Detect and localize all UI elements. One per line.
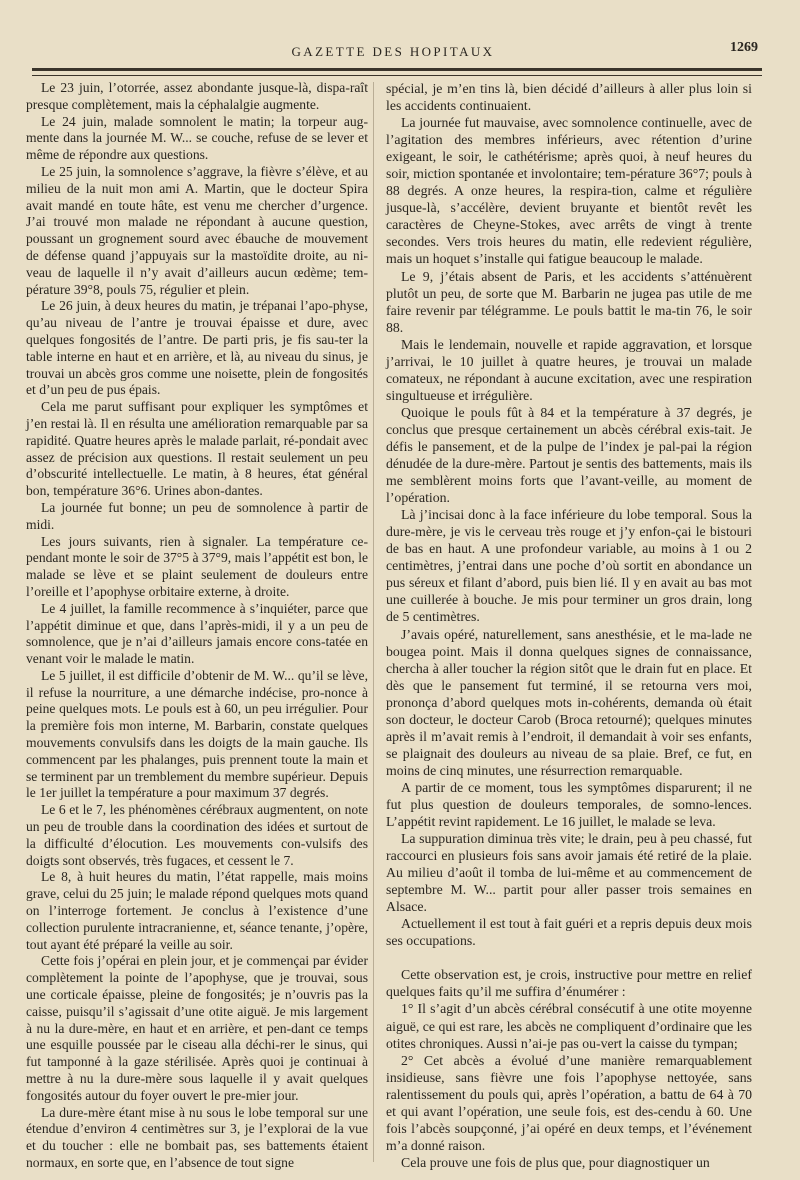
page-number: 1269 [730,40,758,55]
journal-title: GAZETTE DES HOPITAUX [291,44,495,59]
paragraph: Le 9, j’étais absent de Paris, et les accidents s’atténuèrent plutôt un peu, de sorte que M. Barbarin ne jugea pas utile de me faire revenir par télégramme. Le pouls battit le ma-tin 76, le soir 88. [386,268,752,335]
paragraph: Cette observation est, je crois, instructive pour mettre en relief quelques faits qu’il me suffira d’énumérer : [386,967,752,1000]
paragraph: A partir de ce moment, tous les symptômes disparurent; il ne fut plus question de douleurs temporales, de somno-lences. L’appétit revint rapidement. Le 16 juillet, le malade se leva. [386,779,752,830]
paragraph: Là j’incisai donc à la face inférieure du lobe temporal. Sous la dure-mère, je vis le cerveau très rouge et j’y enfon-çai le bistouri de bas en haut. A une profondeur variable, au moins à 1 ou 2 centimètres, j’entrai dans une poche d’où sortit en abondance un pus séreux et filant d’abord, puis bien lié. Il y en avait au bas mot une cuillerée à bouche. Je mis pour terminer un gros drain, long de 5 centimètres. [386,507,752,625]
paragraph: Le 5 juillet, il est difficile d’obtenir de M. W... qu’il se lève, il refuse la nourriture, a une démarche indécise, pro-nonce à peine quelques mots. Le pouls est à 60, un peu irrégulier. Pour la première fois mon interne, M. Barbarin, constate quelques mouvements convulsifs dans les doigts de la main gauche. Ils commencent par les phalanges, puis prennent toute la main et se terminent par un tremblement du membre supérieur. Depuis le 1er juillet la température a pour maximum 37 degrés. [26,667,368,801]
paragraph: 2° Cet abcès a évolué d’une manière remarquablement insidieuse, sans fièvre une fois l’apophyse nettoyée, sans ralentissement du pouls qui, après l’opération, a battu de 64 à 70 et qui avant l’opération, une seule fois, est des-cendu à 60. Une fois l’abcès soupçonné, j’ai opéré en deux temps, et l’événement m’a donné raison. [386,1052,752,1153]
paragraph: Le 4 juillet, la famille recommence à s’inquiéter, parce que l’appétit diminue et que, dans l’après-midi, il y a un peu de somnolence, que je n’ai d’ailleurs jamais encore cons-tatée en venant voir le malade le matin. [26,600,368,667]
paragraph: La journée fut bonne; un peu de somnolence à partir de midi. [26,499,368,532]
paragraph: Le 26 juin, à deux heures du matin, je trépanai l’apo-physe, qu’au niveau de l’antre je trouvai épaisse et dure, avec quelques fongosités de l’antre. De parti pris, je fis sau-ter la table interne en haut et en arrière, et là, au niveau du sinus, je trouvai un abcès gros comme une noisette, plein de fongosités et d’un peu de pus épais. [26,298,368,398]
right-column [386,80,752,1171]
paragraph: Les jours suivants, rien à signaler. La température ce-pendant monte le soir de 37°5 à 37°9, mais l’appétit est bon, le malade se lève et se plaint seulement de douleurs entre l’oreille et l’apophyse orbitaire externe, à droite. [26,533,368,599]
header-rule-thin [32,75,762,76]
left-column [26,80,368,1172]
paragraph: Le 24 juin, malade somnolent le matin; la torpeur aug-mente dans la journée M. W... se couche, refuse de se lever et même de répondre aux questions. [26,113,368,163]
paragraph: Cela prouve une fois de plus que, pour diagnostiquer un [401,1154,710,1170]
paragraph: spécial, je m’en tins là, bien décidé d’ailleurs à aller plus loin si les accidents continuaient. [386,81,752,114]
paragraph: La dure-mère étant mise à nu sous le lobe temporal sur une étendue d’environ 4 centimètres sur 3, je l’explorai de la vue et du toucher : elle ne bombait pas, ses battements étaient normaux, en sorte que, en l’absence de tout signe [26,1104,368,1170]
paragraph: Le 25 juin, la somnolence s’aggrave, la fièvre s’élève, et au milieu de la nuit mon ami A. Martin, que le docteur Spira avait mandé en toute hâte, est venu me chercher d’urgence. J’ai trouvé mon malade ne répondant à aucune question, poussant un grognement sourd avec ébauche de mouvement de défense quand j’appuyais sur la mastoïdite droite, au ni-veau de laquelle il n’y avait d’ailleurs aucun œdème; tem-pérature 39°8, pouls 75, régulier et plein. [26,163,368,297]
paragraph: J’avais opéré, naturellement, sans anesthésie, et le ma-lade ne bougea point. Mais il donna quelques signes de connaissance, chercha à aller toucher la région sitôt que le drain fut en place. Et dès que le pansement fut terminé, il se retourna vers moi, prononça d’abord quelques mots in-cohérents, demanda où était son docteur, le docteur Carob (Broca retourné); quelques minutes après il m’avait remis à l’endroit, il demandait à voir ses enfants, se plaignait des douleurs au niveau de sa plaie. Bref, ce fut, en moins de cinq minutes, une résurrection remarquable. [386,626,752,778]
paragraph: Quoique le pouls fût à 84 et la température à 37 degrés, je conclus que presque certainement un abcès cérébral exis-tait. Je défis le pansement, et de la pulpe de l’index je pal-pai la région dénudée de la dure-mère. Partout je sentis des battements, mais ils me semblèrent moins forts que l’avant-veille, au moment de l’opération. [386,404,752,506]
paragraph: Actuellement il est tout à fait guéri et a repris depuis deux mois ses occupations. [386,916,752,949]
paragraph: La suppuration diminua très vite; le drain, peu à peu chassé, fut raccourci en plusieurs fois sans avoir jamais été retiré de la plaie. Au milieu d’août il tomba de lui-même et au commencement de septembre M. W... partit pour aller passer trois semaines en Alsace. [386,831,752,915]
paragraph: Le 6 et le 7, les phénomènes cérébraux augmentent, on note un peu de trouble dans la coordination des idées et surtout de la difficulté d’élocution. Les mouvements con-vulsifs des doigts sont observés, très fugaces, et cessent le 7. [26,802,368,868]
paragraph: Le 23 juin, l’otorrée, assez abondante jusque-là, dispa-raît presque complètement, mais la céphalalgie augmente. [26,80,368,112]
column-divider [373,82,374,1162]
header-rule-thick [32,68,762,71]
paragraph: Cela me parut suffisant pour expliquer les symptômes et j’en restai là. Il en résulta une amélioration remarquable par sa rapidité. Quatre heures après le malade parlait, ré-pondait avec assez de précision aux questions. Il restait seulement un peu d’obscurité intellectuelle. Le matin, à 8 heures, état général bon, température 36°6. Urines abon-dantes. [26,399,368,499]
paragraph: La journée fut mauvaise, avec somnolence continuelle, avec de l’agitation des membres inférieurs, avec rétention d’urine exigeant, le soir, le cathétérisme; après quoi, à neuf heures du soir, miction spontanée et involontaire; tem-pérature 36°7; pouls à 88 degrés. A onze heures, la respira-tion, calme et régulière jusque-là, s’accélère, devient bruyante et bientôt revêt les caractères de Cheyne-Stokes, avec arrêts de vingt à trente secondes. Vers trois heures du matin, elle redevient régulière, mais un hoquet s’installe qui fatigue beaucoup le malade. [386,115,752,267]
paragraph: 1° Il s’agit d’un abcès cérébral consécutif à une otite moyenne aiguë, ce qui est rare, les abcès ne compliquent d’ordinaire que les otites chroniques. Aussi n’ai-je pas ou-vert la caisse du tympan; [386,1001,752,1051]
paragraph: Cette fois j’opérai en plein jour, et je commençai par évider complètement la pointe de l’apophyse, que je trouvai, sous une corticale épaisse, pleine de fongosités; je n’ouvris pas la caisse, puisqu’il s’agissait d’une otite aiguë. Je mis largement à nu la dure-mère, en haut et en arrière, et pen-dant ce temps une esquille poussée par le ciseau alla déchi-rer le sinus, qui fut tamponné à la gaze stérilisée. Après quoi je continuai à mettre à nu la dure-mère sous laquelle il y avait quelques fongosités autour du foyer ouvert le pre-mier jour. [26,953,368,1103]
paragraph: Le 8, à huit heures du matin, l’état rappelle, mais moins grave, celui du 25 juin; le malade répond quelques mots quand on l’interroge fortement. Je conclus à l’existence d’une collection purulente intracranienne, et, séance tenante, j’opère, tout ayant été préparé la veille au soir. [26,869,368,952]
running-head [28,40,758,62]
paragraph: Mais le lendemain, nouvelle et rapide aggravation, et lorsque j’arrivai, le 10 juillet à quatre heures, je trouvai un malade comateux, ne répondant à aucune excitation, avec une respiration singultueuse et irrégulière. [386,336,752,403]
